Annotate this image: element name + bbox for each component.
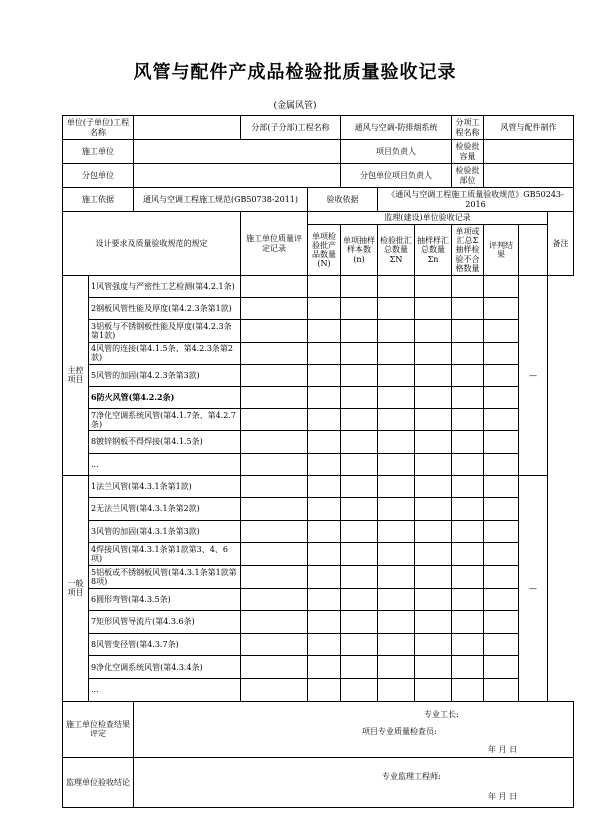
general-item-cell[interactable] bbox=[308, 679, 341, 702]
main-item-spec: 4风管的连接(第4.1.5条、第4.2.3条第2款) bbox=[89, 342, 241, 364]
main-item-cell[interactable] bbox=[452, 320, 484, 342]
main-item-cell[interactable] bbox=[378, 386, 415, 408]
general-item-cell[interactable] bbox=[341, 656, 378, 679]
general-item-cell[interactable] bbox=[415, 498, 452, 521]
general-item-cell[interactable] bbox=[241, 633, 308, 656]
main-item-spec: ... bbox=[89, 453, 241, 475]
general-item-spec: 3风管的加固(第4.3.1条第3款) bbox=[89, 520, 241, 543]
main-item-cell[interactable] bbox=[341, 386, 378, 408]
general-item-cell[interactable] bbox=[484, 543, 519, 566]
general-item-cell[interactable] bbox=[415, 656, 452, 679]
main-item-cell[interactable] bbox=[415, 320, 452, 342]
supervision-group-header: 监理(建设)单位验收记录 bbox=[308, 212, 548, 225]
general-item-cell[interactable] bbox=[378, 520, 415, 543]
general-item-cell[interactable] bbox=[415, 588, 452, 611]
general-item-row bbox=[63, 611, 574, 634]
main-item-cell[interactable] bbox=[415, 342, 452, 364]
foreman-label: 专业工长: bbox=[424, 709, 459, 719]
general-item-cell[interactable] bbox=[378, 498, 415, 521]
main-item-cell[interactable] bbox=[341, 431, 378, 453]
general-item-spec: 4焊接风管(第4.3.1条第1款第3、4、6项) bbox=[89, 543, 241, 566]
general-item-cell[interactable] bbox=[415, 611, 452, 634]
subcontract-manager-label: 分包单位项目负责人 bbox=[341, 164, 452, 188]
main-item-cell[interactable] bbox=[341, 298, 378, 320]
general-item-row bbox=[63, 475, 574, 498]
general-item-cell[interactable] bbox=[484, 566, 519, 589]
general-item-cell[interactable] bbox=[452, 611, 484, 634]
main-item-cell[interactable] bbox=[378, 342, 415, 364]
main-item-cell[interactable] bbox=[378, 320, 415, 342]
main-item-cell[interactable] bbox=[378, 453, 415, 475]
main-item-cell[interactable] bbox=[452, 409, 484, 431]
main-item-cell[interactable] bbox=[484, 386, 519, 408]
construction-unit-value[interactable] bbox=[134, 140, 341, 164]
main-item-cell[interactable] bbox=[308, 431, 341, 453]
general-item-cell[interactable] bbox=[452, 633, 484, 656]
general-item-spec: 2无法兰风管(第4.3.1条第2款) bbox=[89, 498, 241, 521]
sum-small-n-header: 抽样样汇总数量Σn bbox=[415, 225, 452, 276]
subcontract-unit-label: 分包单位 bbox=[63, 164, 134, 188]
general-item-cell[interactable] bbox=[378, 656, 415, 679]
general-item-cell[interactable] bbox=[484, 588, 519, 611]
general-item-cell[interactable] bbox=[415, 633, 452, 656]
main-item-cell[interactable] bbox=[484, 431, 519, 453]
construction-check-area[interactable] bbox=[134, 701, 574, 757]
construction-date-label: 年 月 日 bbox=[488, 744, 518, 754]
main-item-row bbox=[63, 364, 574, 386]
general-item-cell[interactable] bbox=[341, 475, 378, 498]
general-item-cell[interactable] bbox=[452, 588, 484, 611]
main-item-cell[interactable] bbox=[241, 386, 308, 408]
main-item-cell[interactable] bbox=[241, 409, 308, 431]
main-item-row bbox=[63, 386, 574, 408]
subitem-value[interactable]: 风管与配件制作 bbox=[484, 116, 574, 140]
batch-location-value[interactable] bbox=[484, 164, 574, 188]
supervision-date-label: 年 月 日 bbox=[488, 791, 518, 801]
main-item-cell[interactable] bbox=[415, 364, 452, 386]
batch-capacity-value[interactable] bbox=[484, 140, 574, 164]
main-item-spec: 6防火风管(第4.2.2条) bbox=[89, 386, 241, 408]
general-item-cell[interactable] bbox=[341, 566, 378, 589]
main-item-spec: 5风管的加固(第4.2.3条第3款) bbox=[89, 364, 241, 386]
general-item-cell[interactable] bbox=[308, 566, 341, 589]
main-item-cell[interactable] bbox=[484, 453, 519, 475]
supervision-row bbox=[63, 757, 574, 807]
unit-label: 单位(子单位)工程名称 bbox=[63, 116, 134, 140]
general-item-spec: ... bbox=[89, 679, 241, 702]
main-item-row bbox=[63, 298, 574, 320]
general-item-cell[interactable] bbox=[378, 475, 415, 498]
inspection-form-table bbox=[62, 115, 574, 808]
main-item-cell[interactable] bbox=[484, 364, 519, 386]
general-item-cell[interactable] bbox=[452, 543, 484, 566]
main-item-cell[interactable] bbox=[452, 276, 484, 298]
main-item-cell[interactable] bbox=[308, 386, 341, 408]
main-item-row bbox=[63, 342, 574, 364]
sample-qty-header: 单项抽样样本数(n) bbox=[341, 225, 378, 276]
main-item-cell[interactable] bbox=[452, 431, 484, 453]
main-item-cell[interactable] bbox=[341, 276, 378, 298]
main-item-cell[interactable] bbox=[415, 298, 452, 320]
general-item-cell[interactable] bbox=[341, 520, 378, 543]
main-item-cell[interactable] bbox=[378, 431, 415, 453]
subunit-value[interactable]: 通风与空调-防排烟系统 bbox=[341, 116, 452, 140]
main-item-spec: 3铝板与不锈钢板性能及厚度(第4.2.3条第1款) bbox=[89, 320, 241, 342]
general-item-cell[interactable] bbox=[308, 475, 341, 498]
main-item-cell[interactable] bbox=[378, 276, 415, 298]
general-item-cell[interactable] bbox=[308, 498, 341, 521]
general-item-cell[interactable] bbox=[452, 520, 484, 543]
general-item-row bbox=[63, 566, 574, 589]
general-item-cell[interactable] bbox=[308, 611, 341, 634]
general-item-cell[interactable] bbox=[452, 498, 484, 521]
general-item-cell[interactable] bbox=[452, 679, 484, 702]
general-item-cell[interactable] bbox=[452, 566, 484, 589]
project-manager-label: 项目负责人 bbox=[341, 140, 452, 164]
general-item-cell[interactable] bbox=[241, 611, 308, 634]
general-item-cell[interactable] bbox=[241, 656, 308, 679]
general-item-cell[interactable] bbox=[341, 498, 378, 521]
main-item-cell[interactable] bbox=[378, 409, 415, 431]
main-group-remark: — bbox=[519, 276, 548, 476]
main-item-cell[interactable] bbox=[241, 276, 308, 298]
general-item-cell[interactable] bbox=[484, 475, 519, 498]
general-item-cell[interactable] bbox=[341, 611, 378, 634]
general-item-row bbox=[63, 498, 574, 521]
main-item-cell[interactable] bbox=[484, 409, 519, 431]
main-item-cell[interactable] bbox=[241, 342, 308, 364]
main-item-cell[interactable] bbox=[308, 276, 341, 298]
spec-column-header: 设计要求及质量验收规范的规定 bbox=[63, 212, 241, 276]
unit-value[interactable] bbox=[134, 116, 241, 140]
general-item-cell[interactable] bbox=[378, 566, 415, 589]
main-item-cell[interactable] bbox=[341, 453, 378, 475]
supervisor-label: 专业监理工程师: bbox=[382, 771, 441, 781]
general-item-spec: 6圆形弯管(第4.3.5条) bbox=[89, 588, 241, 611]
general-item-cell[interactable] bbox=[241, 588, 308, 611]
remark-column-header: 备注 bbox=[548, 212, 574, 276]
acceptance-basis-label: 验收依据 bbox=[308, 188, 378, 212]
supervision-label: 监理单位验收结论 bbox=[63, 757, 134, 807]
general-item-row bbox=[63, 656, 574, 679]
general-item-cell[interactable] bbox=[308, 588, 341, 611]
general-item-cell[interactable] bbox=[378, 588, 415, 611]
general-item-cell[interactable] bbox=[415, 475, 452, 498]
subunit-label: 分部(子分部)工程名称 bbox=[241, 116, 341, 140]
main-group-label: 主控项目 bbox=[63, 276, 89, 476]
subitem-label: 分项工程名称 bbox=[452, 116, 484, 140]
fail-qty-header: 单项或汇总Σ抽样检验不合格数量 bbox=[452, 225, 484, 276]
general-item-row bbox=[63, 520, 574, 543]
general-item-cell[interactable] bbox=[308, 633, 341, 656]
general-item-cell[interactable] bbox=[241, 520, 308, 543]
general-group-label: 一般项目 bbox=[63, 475, 89, 701]
general-item-row bbox=[63, 679, 574, 702]
general-item-cell[interactable] bbox=[341, 633, 378, 656]
main-item-spec: 7净化空调系统风管(第4.1.7条、第4.2.7条) bbox=[89, 409, 241, 431]
page-subtitle: (金属风管) bbox=[273, 101, 317, 111]
general-item-cell[interactable] bbox=[484, 656, 519, 679]
main-item-cell[interactable] bbox=[452, 386, 484, 408]
general-item-cell[interactable] bbox=[308, 656, 341, 679]
main-item-row bbox=[63, 320, 574, 342]
main-item-cell[interactable] bbox=[415, 409, 452, 431]
general-item-cell[interactable] bbox=[341, 543, 378, 566]
general-item-cell[interactable] bbox=[378, 611, 415, 634]
general-item-cell[interactable] bbox=[452, 656, 484, 679]
main-item-row bbox=[63, 276, 574, 298]
main-item-cell[interactable] bbox=[308, 409, 341, 431]
page-title: 风管与配件产成品检验批质量验收记录 bbox=[133, 62, 457, 83]
sum-big-n-header: 检验批汇总数量ΣN bbox=[378, 225, 415, 276]
construction-check-row bbox=[63, 701, 574, 757]
main-item-cell[interactable] bbox=[241, 298, 308, 320]
main-item-cell[interactable] bbox=[241, 320, 308, 342]
general-item-cell[interactable] bbox=[341, 588, 378, 611]
general-item-cell[interactable] bbox=[415, 566, 452, 589]
batch-location-label: 检验批部位 bbox=[452, 164, 484, 188]
general-item-cell[interactable] bbox=[308, 520, 341, 543]
general-item-cell[interactable] bbox=[241, 543, 308, 566]
main-item-cell[interactable] bbox=[484, 298, 519, 320]
main-item-cell[interactable] bbox=[308, 453, 341, 475]
general-item-cell[interactable] bbox=[241, 498, 308, 521]
main-item-cell[interactable] bbox=[484, 276, 519, 298]
general-item-row bbox=[63, 543, 574, 566]
general-item-cell[interactable] bbox=[378, 633, 415, 656]
general-item-cell[interactable] bbox=[484, 679, 519, 702]
main-item-cell[interactable] bbox=[341, 364, 378, 386]
general-item-spec: 5铝板或不锈钢板风管(第4.3.1条第1款第8项) bbox=[89, 566, 241, 589]
general-item-cell[interactable] bbox=[452, 475, 484, 498]
result-header: 评判结果 bbox=[484, 225, 519, 276]
general-item-cell[interactable] bbox=[378, 543, 415, 566]
general-item-spec: 1法兰风管(第4.3.1条第1款) bbox=[89, 475, 241, 498]
main-item-cell[interactable] bbox=[378, 364, 415, 386]
main-item-cell[interactable] bbox=[484, 320, 519, 342]
general-item-cell[interactable] bbox=[484, 520, 519, 543]
general-item-cell[interactable] bbox=[484, 498, 519, 521]
general-item-cell[interactable] bbox=[484, 633, 519, 656]
general-item-row bbox=[63, 588, 574, 611]
supervision-area[interactable] bbox=[134, 757, 574, 807]
main-item-cell[interactable] bbox=[241, 431, 308, 453]
main-item-cell[interactable] bbox=[378, 298, 415, 320]
qc-inspector-label: 项目专业质量检查员: bbox=[362, 726, 437, 736]
construction-check-label: 施工单位检查结果评定 bbox=[63, 701, 134, 757]
main-item-cell[interactable] bbox=[241, 453, 308, 475]
main-item-row bbox=[63, 453, 574, 475]
main-item-spec: 2钢板风管性能及厚度(第4.2.3条第1款) bbox=[89, 298, 241, 320]
general-item-spec: 8风管变径管(第4.3.7条) bbox=[89, 633, 241, 656]
general-item-spec: 7矩形风管导流片(第4.3.6条) bbox=[89, 611, 241, 634]
main-item-cell[interactable] bbox=[341, 342, 378, 364]
main-item-spec: 1风管强度与严密性工艺检测(第4.2.1条) bbox=[89, 276, 241, 298]
main-item-cell[interactable] bbox=[341, 409, 378, 431]
self-check-column-header: 施工单位质量评定记录 bbox=[241, 212, 308, 276]
general-group-remark: — bbox=[519, 475, 548, 701]
basis-value: 通风与空调工程施工规范(GB50738-2011) bbox=[134, 188, 308, 212]
main-item-row bbox=[63, 431, 574, 453]
basis-label: 施工依据 bbox=[63, 188, 134, 212]
general-item-spec: 9净化空调系统风管(第4.3.4条) bbox=[89, 656, 241, 679]
main-item-cell[interactable] bbox=[341, 320, 378, 342]
general-item-cell[interactable] bbox=[415, 543, 452, 566]
main-item-spec: 8镀锌钢板不得焊接(第4.1.5条) bbox=[89, 431, 241, 453]
main-item-cell[interactable] bbox=[415, 276, 452, 298]
general-item-cell[interactable] bbox=[241, 679, 308, 702]
subcontract-unit-value[interactable] bbox=[134, 164, 341, 188]
main-item-cell[interactable] bbox=[452, 298, 484, 320]
general-item-cell[interactable] bbox=[415, 679, 452, 702]
general-item-cell[interactable] bbox=[241, 475, 308, 498]
general-item-cell[interactable] bbox=[484, 611, 519, 634]
main-item-cell[interactable] bbox=[308, 342, 341, 364]
main-item-cell[interactable] bbox=[415, 431, 452, 453]
general-item-cell[interactable] bbox=[415, 520, 452, 543]
main-item-cell[interactable] bbox=[452, 453, 484, 475]
construction-unit-label: 施工单位 bbox=[63, 140, 134, 164]
general-item-row bbox=[63, 633, 574, 656]
main-item-cell[interactable] bbox=[452, 342, 484, 364]
acceptance-basis-value: 《通风与空调工程施工质量验收规范》GB50243-2016 bbox=[378, 188, 574, 212]
main-item-cell[interactable] bbox=[415, 386, 452, 408]
main-item-cell[interactable] bbox=[484, 342, 519, 364]
main-item-cell[interactable] bbox=[308, 364, 341, 386]
main-item-cell[interactable] bbox=[241, 364, 308, 386]
main-item-cell[interactable] bbox=[308, 320, 341, 342]
general-item-cell[interactable] bbox=[341, 679, 378, 702]
main-item-row bbox=[63, 409, 574, 431]
main-item-cell[interactable] bbox=[415, 453, 452, 475]
main-item-cell[interactable] bbox=[308, 298, 341, 320]
batch-qty-header: 单项检验批产品数量(N) bbox=[308, 225, 341, 276]
main-item-cell[interactable] bbox=[452, 364, 484, 386]
batch-capacity-label: 检验批容量 bbox=[452, 140, 484, 164]
general-item-cell[interactable] bbox=[308, 543, 341, 566]
general-item-cell[interactable] bbox=[241, 566, 308, 589]
general-item-cell[interactable] bbox=[378, 679, 415, 702]
